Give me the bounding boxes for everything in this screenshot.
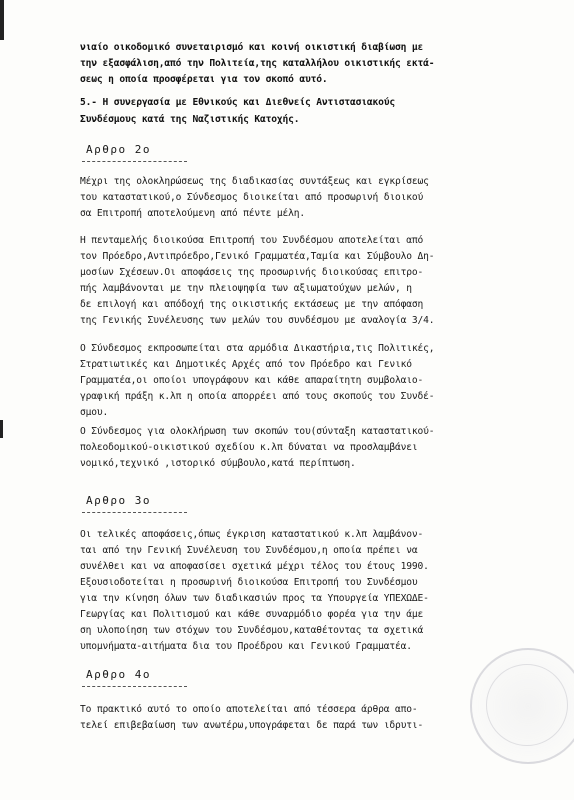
text-line: 5.- Η συνεργασία με Εθνικούς και Διεθνείς Αντιστασιακούς <box>80 97 396 108</box>
text-line: σμου. <box>80 407 109 418</box>
text-line: Συνδέσμους κατά της Ναζιστικής Κατοχής. <box>80 114 300 125</box>
text-line: την εξασφάλιση,από την Πολιτεία,της καταλλήλου οικιστικής εκτά- <box>80 58 435 69</box>
article-4-heading: Αρθρο 4ο <box>86 668 151 681</box>
text-line: Ο Σύνδεσμος εκπροσωπείται στα αρμόδια Δικαστήρια,τις Πολιτικές, <box>80 343 435 354</box>
scan-edge-mark <box>0 420 3 438</box>
text-line: της Γενικής Συνέλευσης των μελών του συνδέσμου με αναλογία 3/4. <box>80 315 435 326</box>
text-line: σα Επιτροπή αποτελούμενη από πέντε μέλη. <box>80 208 306 219</box>
article-3-heading: Αρθρο 3ο <box>86 494 151 507</box>
text-line: ται από την Γενική Συνέλευση του Συνδέσμου,η οποία πρέπει να <box>80 545 418 556</box>
text-line: πής λαμβάνονται με την πλειοψηφία των αξιωματούχων μελών, η <box>80 283 412 294</box>
text-line: Οι τελικές αποφάσεις,όπως έγκριση καταστατικού κ.λπ λαμβάνον- <box>80 529 424 540</box>
text-line: υπομνήματα-αιτήματα δια του Προέδρου και Γενικού Γραμματέα. <box>80 641 412 652</box>
text-line: πολεοδομικού-οικιστικού σχεδίου κ.λπ δύναται να προσλαμβάνει <box>80 442 418 453</box>
text-line: δε επιλογή και απόδοχή της οικιστικής εκτάσεως με την απόφαση <box>80 299 424 310</box>
text-line: συνέλθει και να αποφασίσει σχετικά μέχρι τέλος του έτους 1990. <box>80 561 429 572</box>
text-line: Το πρακτικό αυτό το οποίο αποτελείται από τέσσερα άρθρα απο- <box>80 704 418 715</box>
text-line: γραφική πράξη κ.λπ η οποία απορρέει από τους σκοπούς του Συνδέ- <box>80 391 435 402</box>
text-line: για την κίνηση όλων των διαδικασιών προς τα Υπουργεία ΥΠΕΧΩΔΕ- <box>80 593 429 604</box>
article-3-underline <box>82 512 187 513</box>
text-line: τελεί επιβεβαίωση των ανωτέρω,υπογράφεται δε παρά των ιδρυτι- <box>80 720 424 731</box>
scan-edge-mark <box>0 0 4 40</box>
text-line: Γεωργίας και Πολιτισμού και κάθε συναρμόδιο φορέα για την άμε <box>80 609 424 620</box>
text-line: νιαίο οικοδομικό συνεταιρισμό και κοινή οικιστική διαβίωση με <box>80 42 424 53</box>
text-line: τον Πρόεδρο,Αντιπρόεδρο,Γενικό Γραμματέα,Ταμία και Σύμβουλο Δη- <box>80 251 435 262</box>
article-2-underline <box>82 161 187 162</box>
text-line: Στρατιωτικές και Δημοτικές Αρχές από τον Πρόεδρο και Γενικό <box>80 359 412 370</box>
article-4-underline <box>82 686 187 687</box>
article-2-heading: Αρθρο 2ο <box>86 143 151 156</box>
text-line: Γραμματέα,οι οποίοι υπογράφουν και κάθε απαραίτητη συμβολαιο- <box>80 375 424 386</box>
text-line: σεως η οποία προσφέρεται για τον σκοπό αυτό. <box>80 74 328 85</box>
text-line: Μέχρι της ολοκληρώσεως της διαδικασίας συντάξεως και εγκρίσεως <box>80 176 429 187</box>
text-line: Η πενταμελής διοικούσα Επιτροπή του Συνδέσμου αποτελείται από <box>80 235 424 246</box>
text-line: Ο Σύνδεσμος για ολοκλήρωση των σκοπών του(σύνταξη καταστατικού- <box>80 426 435 437</box>
text-line: ση υλοποίηση των στόχων του Συνδέσμου,καταθέτοντας τα σχετικά <box>80 625 424 636</box>
text-line: Εξουσιοδοτείται η προσωρινή διοικούσα Επιτροπή του Συνδέσμου <box>80 577 418 588</box>
text-line: του καταστατικού,ο Σύνδεσμος διοικείται από προσωρινή διοικού <box>80 192 424 203</box>
text-line: μοσίων Σχέσεων.Οι αποφάσεις της προσωρινής διοικούσας επιτρο- <box>80 267 424 278</box>
text-line: νομικό,τεχνικό ,ιστορικό σύμβουλο,κατά περίπτωση. <box>80 458 356 469</box>
